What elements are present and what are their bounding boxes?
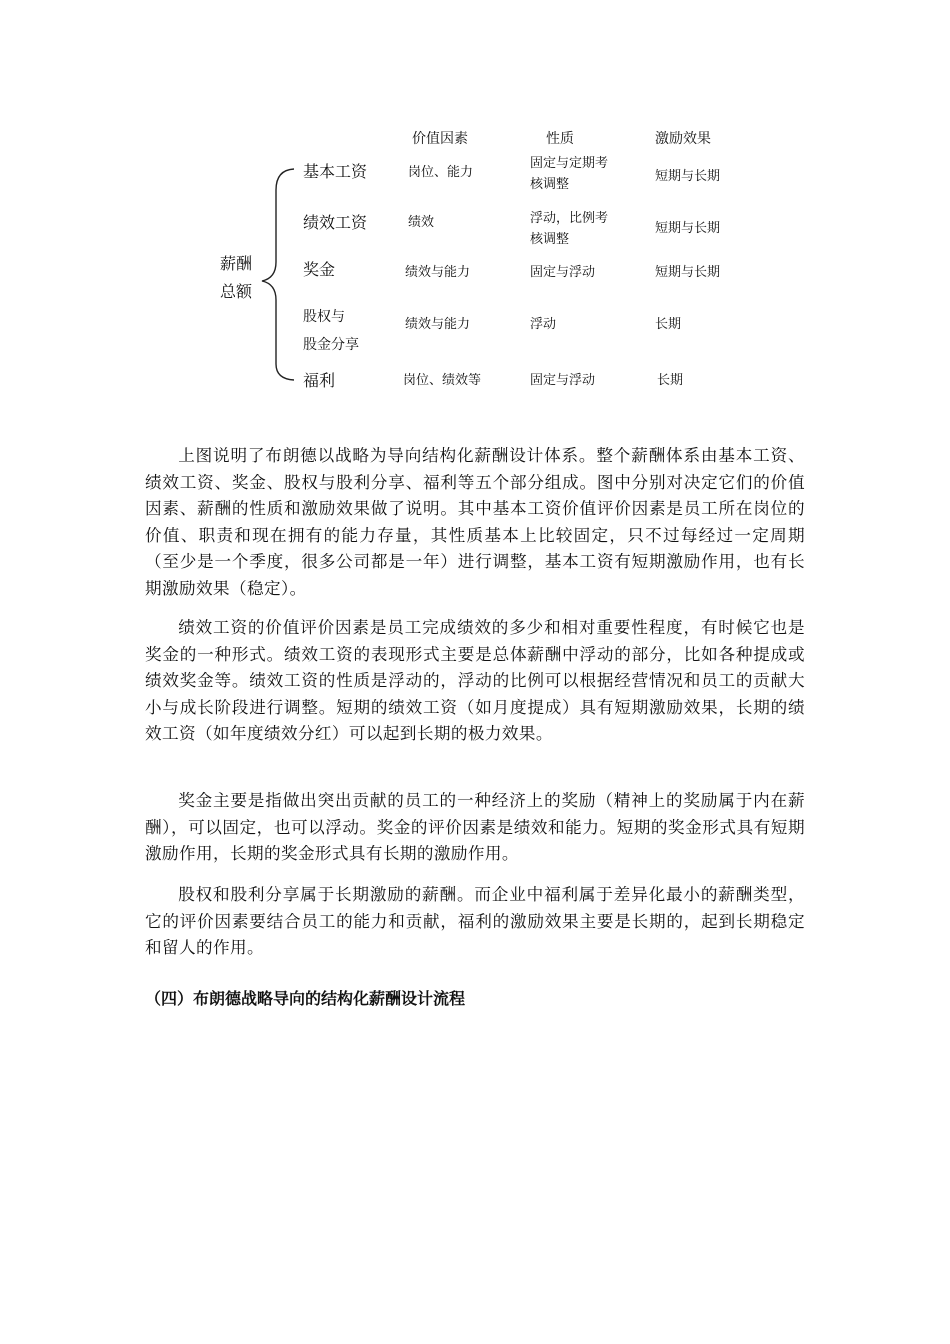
- factor-benefits: 岗位、绩效等: [403, 373, 482, 388]
- effect-base-salary: 短期与长期: [655, 169, 721, 184]
- paragraph-overview: 上图说明了布朗德以战略为导向结构化薪酬设计体系。整个薪酬体系由基本工资、绩效工资、奖金、股权与股利分享、福利等五个部分组成。图中分别对决定它们的价值因素、薪酬的性质和激励效果做了说明。其中基本工资价值评价因素是员工所在岗位的价值、职责和现在拥有的能力存量，其性质基本上比较固定，只不过每经过一定周期（至少是一个季度，很多公司都是一年）进行调整，基本工资有短期激励作用，也有长期激励效果（稳定）。: [145, 446, 805, 598]
- effect-benefits: 长期: [657, 373, 684, 388]
- nature-base-salary: 固定与定期考 核调整: [530, 156, 609, 192]
- component-performance-salary: 绩效工资: [303, 213, 368, 232]
- effect-equity-dividend: 长期: [655, 317, 682, 332]
- total-salary-label: 薪酬 总额: [220, 254, 253, 301]
- nature-bonus: 固定与浮动: [530, 265, 596, 280]
- header-value-factor: 价值因素: [412, 131, 468, 147]
- component-bonus: 奖金: [303, 260, 336, 279]
- factor-bonus: 绩效与能力: [405, 265, 471, 280]
- component-base-salary: 基本工资: [303, 162, 368, 181]
- factor-performance-salary: 绩效: [408, 215, 435, 230]
- component-equity-dividend: 股权与 股金分享: [303, 309, 359, 353]
- nature-benefits: 固定与浮动: [530, 373, 596, 388]
- nature-performance-salary: 浮动，比例考 核调整: [530, 211, 609, 247]
- salary-structure-diagram: [0, 0, 950, 420]
- effect-performance-salary: 短期与长期: [655, 221, 721, 236]
- header-effect: 激励效果: [655, 131, 711, 147]
- effect-bonus: 短期与长期: [655, 265, 721, 280]
- paragraph-performance-salary: 绩效工资的价值评价因素是员工完成绩效的多少和相对重要性程度，有时候它也是奖金的一种形式。绩效工资的表现形式主要是总体薪酬中浮动的部分，比如各种提成或绩效奖金等。绩效工资的性质是浮动的，浮动的比例可以根据经营情况和员工的贡献大小与成长阶段进行调整。短期的绩效工资（如月度提成）具有短期激励效果，长期的绩效工资（如年度绩效分红）可以起到长期的极力效果。: [145, 618, 805, 743]
- paragraph-equity-benefits: 股权和股利分享属于长期激励的薪酬。而企业中福利属于差异化最小的薪酬类型，它的评价因素要结合员工的能力和贡献，福利的激励效果主要是长期的，起到长期稳定和留人的作用。: [145, 885, 805, 957]
- header-nature: 性质: [546, 131, 574, 147]
- nature-equity-dividend: 浮动: [530, 317, 557, 332]
- paragraph-bonus: 奖金主要是指做出突出贡献的员工的一种经济上的奖励（精神上的奖励属于内在薪酬），可以固定，也可以浮动。奖金的评价因素是绩效和能力。短期的奖金形式具有短期激励作用，长期的奖金形式具有长期的激励作用。: [145, 791, 805, 863]
- section-heading: （四）布朗德战略导向的结构化薪酬设计流程: [145, 989, 466, 1008]
- factor-base-salary: 岗位、能力: [408, 165, 474, 180]
- brace-bracket: [0, 0, 950, 420]
- factor-equity-dividend: 绩效与能力: [405, 317, 471, 332]
- component-benefits: 福利: [303, 371, 336, 390]
